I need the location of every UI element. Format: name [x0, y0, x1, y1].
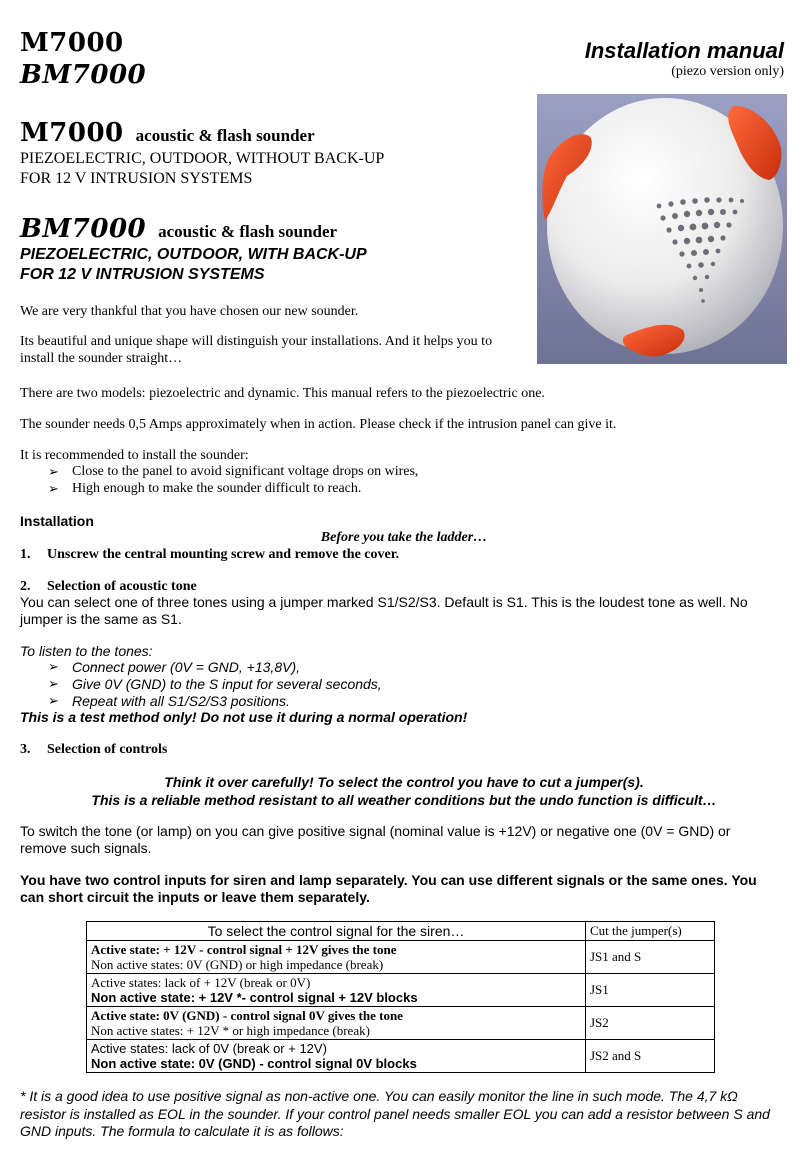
footnote-line-2: resistor is installed as EOL in the sounder. If your control panel needs smaller EOL you can add a resistor between S and: [20, 1106, 770, 1122]
row-non-active-state: Non active state: + 12V *- control signal + 12V blocks: [91, 990, 418, 1005]
inputs-line-2: can short circuit the inputs or leave them separately.: [20, 889, 370, 905]
step2-number: 2.: [20, 579, 31, 594]
step2-text: Selection of acoustic tone: [47, 579, 197, 594]
row-active-state: Active state: 0V (GND) - control signal 0V gives the tone: [91, 1008, 403, 1023]
intro-recommend: It is recommended to install the sounder:: [20, 448, 249, 463]
m7000-line1: PIEZOELECTRIC, OUTDOOR, WITHOUT BACK-UP: [20, 150, 385, 167]
arrow-bullet-icon: ➢: [48, 677, 59, 692]
table-row: [87, 1007, 715, 1040]
switch-line-1: To switch the tone (or lamp) on you can give positive signal (nominal value is +12V) or negative one (0V = GND) or: [20, 823, 731, 839]
footnote-line-3: GND inputs. The formula to calculate it is as follows:: [20, 1123, 344, 1139]
intro-models: There are two models: piezoelectric and dynamic. This manual refers to the piezoelectric one.: [20, 386, 545, 401]
row-active-state: Active states: lack of 0V (break or + 12V): [91, 1041, 327, 1056]
bm7000-line1: PIEZOELECTRIC, OUTDOOR, WITH BACK-UP: [20, 246, 367, 263]
row-jumper: JS2 and S: [586, 1040, 715, 1073]
row-non-active-state: Non active state: 0V (GND) - control signal 0V blocks: [91, 1056, 417, 1071]
step3-text: Selection of controls: [47, 742, 168, 757]
intro-shape-line2: install the sounder straight…: [20, 351, 183, 366]
model-title-m7000: M7000: [20, 28, 124, 58]
table-header-signal: To select the control signal for the siren…: [87, 922, 586, 941]
row-non-active-state: Non active states: 0V (GND) or high impedance (break): [91, 957, 384, 972]
intro-shape-line1: Its beautiful and unique shape will distinguish your installations. And it helps you to: [20, 334, 493, 349]
ladder-note: Before you take the ladder…: [320, 530, 488, 545]
step3-number: 3.: [20, 742, 31, 757]
arrow-bullet-icon: ➢: [48, 465, 59, 480]
bm7000-desc: acoustic & flash sounder: [158, 222, 338, 241]
think-line-2: This is a reliable method resistant to all weather conditions but the undo function is difficult…: [91, 792, 717, 808]
intro-bullet-2: High enough to make the sounder difficult to reach.: [72, 481, 362, 496]
bm7000-line2: FOR 12 V INTRUSION SYSTEMS: [20, 266, 265, 283]
manual-title: Installation manual: [584, 38, 784, 63]
m7000-desc: acoustic & flash sounder: [135, 126, 315, 145]
switch-line-2: remove such signals.: [20, 840, 152, 856]
table-header-row: [87, 922, 715, 941]
think-line-1: Think it over carefully! To select the control you have to cut a jumper(s).: [164, 774, 644, 790]
step1-text: Unscrew the central mounting screw and remove the cover.: [47, 547, 400, 562]
listen-bullet-2: Give 0V (GND) to the S input for several seconds,: [72, 676, 382, 692]
table-header-jumper: Cut the jumper(s): [586, 922, 715, 941]
row-jumper: JS2: [586, 1007, 715, 1040]
step1-number: 1.: [20, 547, 31, 562]
tone-line-2: jumper is the same as S1.: [20, 611, 182, 627]
row-non-active-state: Non active states: + 12V * or high impedance (break): [91, 1023, 370, 1038]
row-jumper: JS1 and S: [586, 941, 715, 974]
table-row: [87, 941, 715, 974]
table-row: [87, 974, 715, 1007]
model-title-bm7000: BM7000: [20, 60, 147, 90]
table-row: [87, 1040, 715, 1073]
footnote-line-1: * It is a good idea to use positive signal as non-active one. You can easily monitor the line in such mode. The 4,7 kΩ: [20, 1088, 738, 1104]
listen-bullet-3: Repeat with all S1/S2/S3 positions.: [72, 693, 290, 709]
m7000-model: M7000: [20, 118, 124, 148]
manual-subtitle: (piezo version only): [671, 64, 784, 79]
intro-thanks: We are very thankful that you have chosen our new sounder.: [20, 304, 359, 319]
test-warning: This is a test method only! Do not use it during a normal operation!: [20, 709, 468, 725]
inputs-line-1: You have two control inputs for siren and lamp separately. You can use different signals or the same ones. You: [20, 872, 757, 888]
siren-control-table: [86, 921, 715, 1073]
row-active-state: Active states: lack of + 12V (break or 0V): [91, 975, 311, 990]
intro-bullet-1: Close to the panel to avoid significant voltage drops on wires,: [72, 464, 419, 479]
intro-current: The sounder needs 0,5 Amps approximately when in action. Please check if the intrusion panel can give it.: [20, 417, 617, 432]
tone-line-1: You can select one of three tones using a jumper marked S1/S2/S3. Default is S1. This is the loudest tone as well. No: [20, 594, 748, 610]
row-active-state: Active state: + 12V - control signal + 12V gives the tone: [91, 942, 397, 957]
bm7000-model: BM7000: [20, 214, 147, 244]
arrow-bullet-icon: ➢: [48, 482, 59, 497]
installation-heading: Installation: [20, 513, 94, 529]
listen-heading: To listen to the tones:: [20, 643, 153, 659]
arrow-bullet-icon: ➢: [48, 660, 59, 675]
m7000-line2: FOR 12 V INTRUSION SYSTEMS: [20, 170, 253, 187]
sounder-photo: [537, 94, 787, 364]
listen-bullet-1: Connect power (0V = GND, +13,8V),: [72, 659, 300, 675]
row-jumper: JS1: [586, 974, 715, 1007]
arrow-bullet-icon: ➢: [48, 694, 59, 709]
